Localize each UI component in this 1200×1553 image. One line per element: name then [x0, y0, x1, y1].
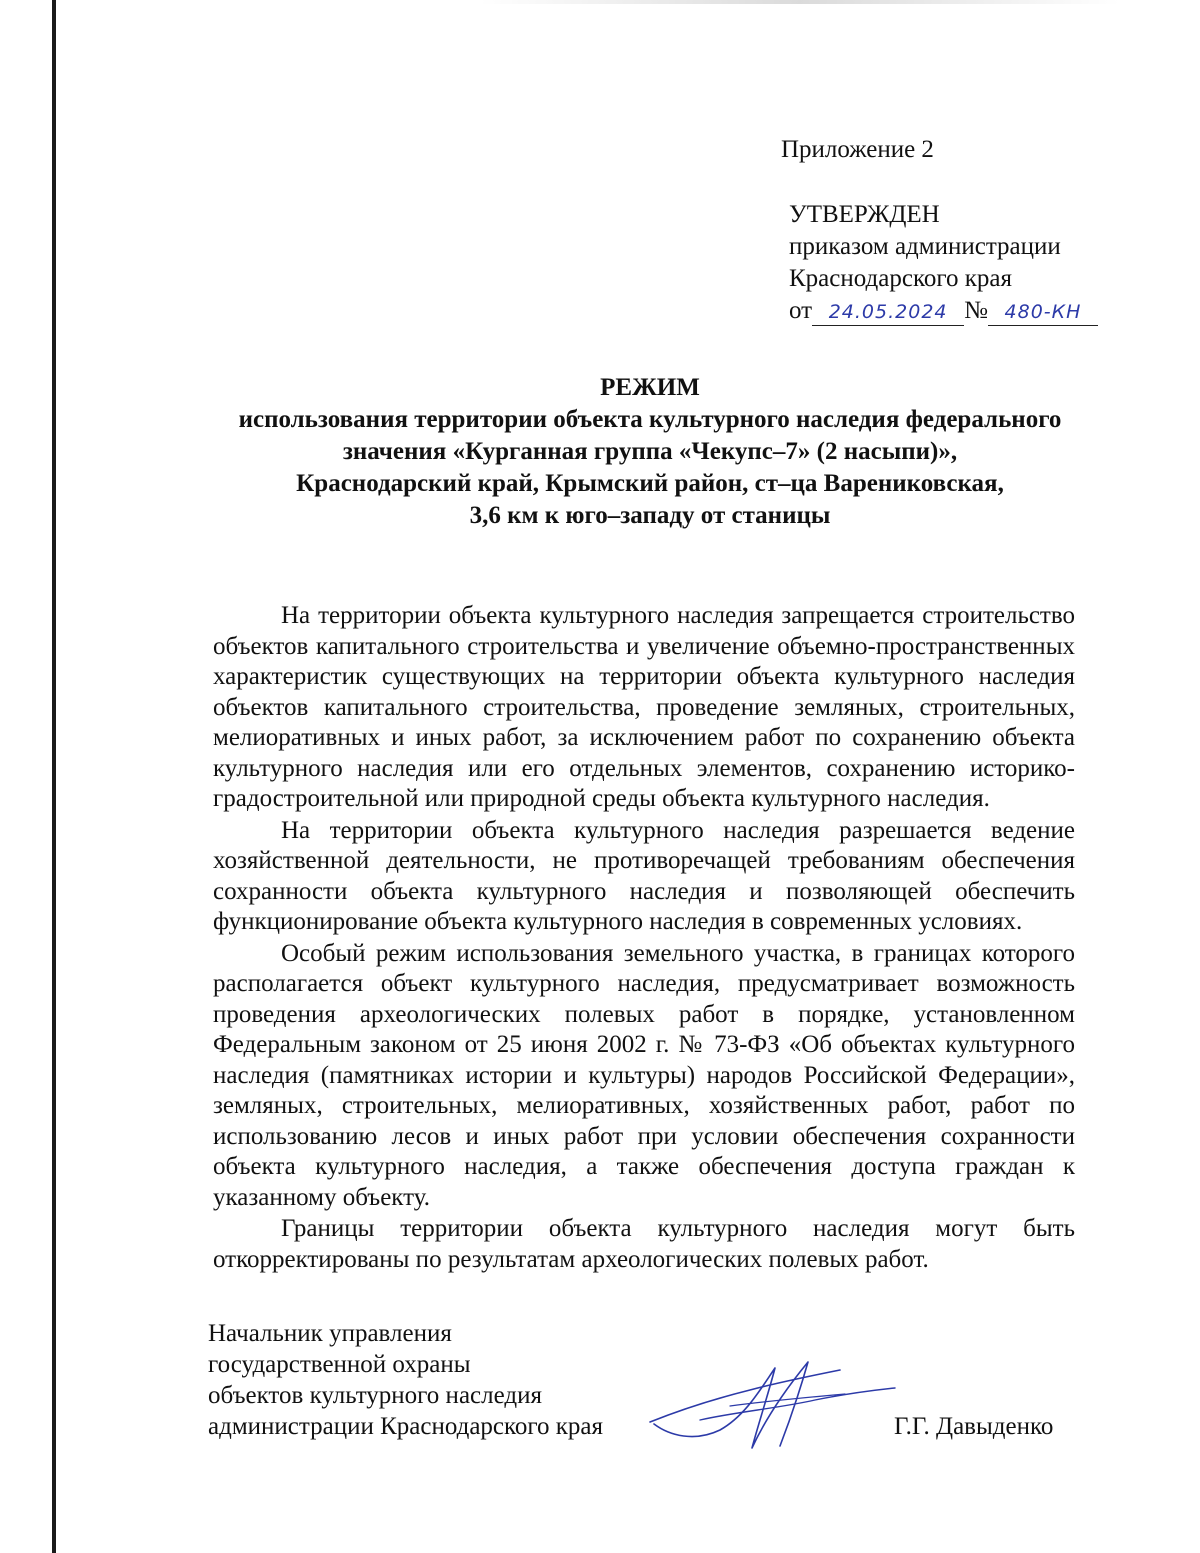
scan-edge [52, 0, 56, 1553]
appendix-label: Приложение 2 [781, 136, 934, 163]
signatory-name: Г.Г. Давыденко [894, 1413, 1054, 1440]
signatory-line-2: государственной охраны [208, 1351, 471, 1378]
signatory-position [208, 1318, 603, 1442]
approval-block [789, 199, 1098, 329]
title-line-2: значения «Курганная группа «Чекупс–7» (2 насыпи)», [342, 438, 958, 465]
signatory-line-3: объектов культурного наследия [208, 1382, 542, 1409]
title-heading: РЕЖИМ [600, 374, 700, 401]
signatory-line-1: Начальник управления [208, 1320, 452, 1347]
paragraph-3: Особый режим использования земельного участка, в границах которого располагается объект культурного наследия, предусматривает возможность проведения археологических полевых работ в порядке, установленном Федеральным законом от 25 июня 2002 г. № 73-ФЗ «Об объектах культурного наследия (памятниках истории и культуры) народов Российской Федерации», земляных, строительных, мелиоративных, хозяйственных работ, работ по использованию лесов и иных работ при условии обеспечения сохранности объекта культурного наследия, а также обеспечения доступа граждан к указанному объекту. [213, 939, 1075, 1211]
number-label: № [964, 297, 988, 324]
title-line-1: использования территории объекта культурного наследия федерального [238, 406, 1062, 433]
approval-line-1: приказом администрации [789, 233, 1061, 260]
handwritten-number: 480-КН [988, 299, 1098, 326]
handwritten-signature [640, 1350, 900, 1460]
title-line-3: Краснодарский край, Крымский район, ст–ца Варениковская, [296, 470, 1004, 497]
paragraph-4: Границы территории объекта культурного наследия могут быть откорректированы по результатам археологических полевых работ. [213, 1215, 1075, 1273]
document-body [213, 601, 1075, 1276]
from-label: от [789, 297, 813, 324]
approval-heading: УТВЕРЖДЕН [789, 201, 940, 228]
handwritten-date: 24.05.2024 [812, 299, 964, 326]
approval-date-line [789, 295, 1098, 329]
signatory-line-4: администрации Краснодарского края [208, 1413, 604, 1440]
paragraph-2: На территории объекта культурного наследия разрешается ведение хозяйственной деятельности, не противоречащей требованиям обеспечения сохранности объекта культурного наследия и позволяющей обеспечить функционирование объекта культурного наследия в современных условиях. [213, 816, 1075, 935]
title-line-4: 3,6 км к юго–западу от станицы [469, 502, 831, 529]
scan-top-shadow [480, 0, 1120, 4]
document-title [200, 372, 1100, 532]
paragraph-1: На территории объекта культурного наследия запрещается строительство объектов капитального строительства и увеличение объемно-пространственных характеристик существующих на территории объекта культурного наследия объектов капитального строительства, проведение земляных, строительных, мелиоративных и иных работ, за исключением работ по сохранению объекта культурного наследия или его отдельных элементов, сохранению историко-градостроительной или природной среды объекта культурного наследия. [213, 602, 1075, 812]
approval-line-2: Краснодарского края [789, 265, 1012, 292]
